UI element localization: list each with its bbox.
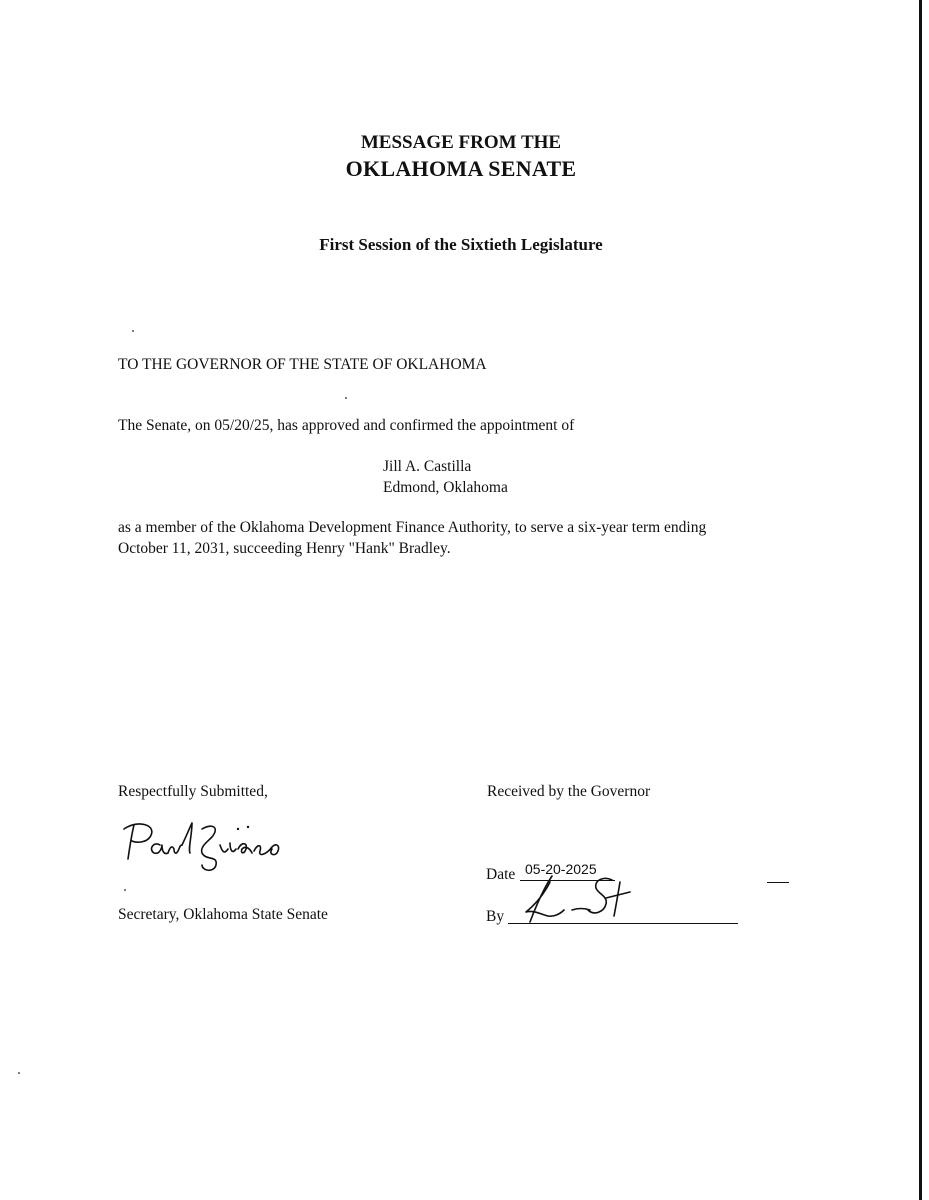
- body-line-2: October 11, 2031, succeeding Henry "Hank" Bradley.: [118, 540, 451, 557]
- header-title-line2: OKLAHOMA SENATE: [345, 156, 577, 181]
- signer-title: Secretary, Oklahoma State Senate: [118, 906, 328, 923]
- scan-speck: [18, 1072, 20, 1074]
- governor-signature-image: [508, 870, 638, 928]
- date-value: 05-20-2025: [525, 861, 597, 877]
- closing-text: Respectfully Submitted,: [118, 783, 268, 800]
- secretary-signature-image: [116, 815, 301, 875]
- date-line-fragment: [767, 882, 789, 883]
- scan-speck: [345, 397, 347, 399]
- appointee-name: Jill A. Castilla: [383, 458, 472, 475]
- body-line-1: as a member of the Oklahoma Development Finance Authority, to serve a six-year term ending: [118, 519, 707, 536]
- date-label: Date: [486, 866, 516, 883]
- scan-speck: [124, 889, 126, 891]
- addressee: TO THE GOVERNOR OF THE STATE OF OKLAHOMA: [118, 356, 487, 373]
- scan-speck: [132, 330, 134, 332]
- session-title: First Session of the Sixtieth Legislature: [319, 235, 603, 254]
- received-label: Received by the Governor: [487, 783, 651, 800]
- intro-text: The Senate, on 05/20/25, has approved and confirmed the appointment of: [118, 417, 575, 434]
- by-label: By: [486, 908, 505, 925]
- header-title-line1: MESSAGE FROM THE: [360, 132, 562, 153]
- appointee-location: Edmond, Oklahoma: [383, 479, 508, 496]
